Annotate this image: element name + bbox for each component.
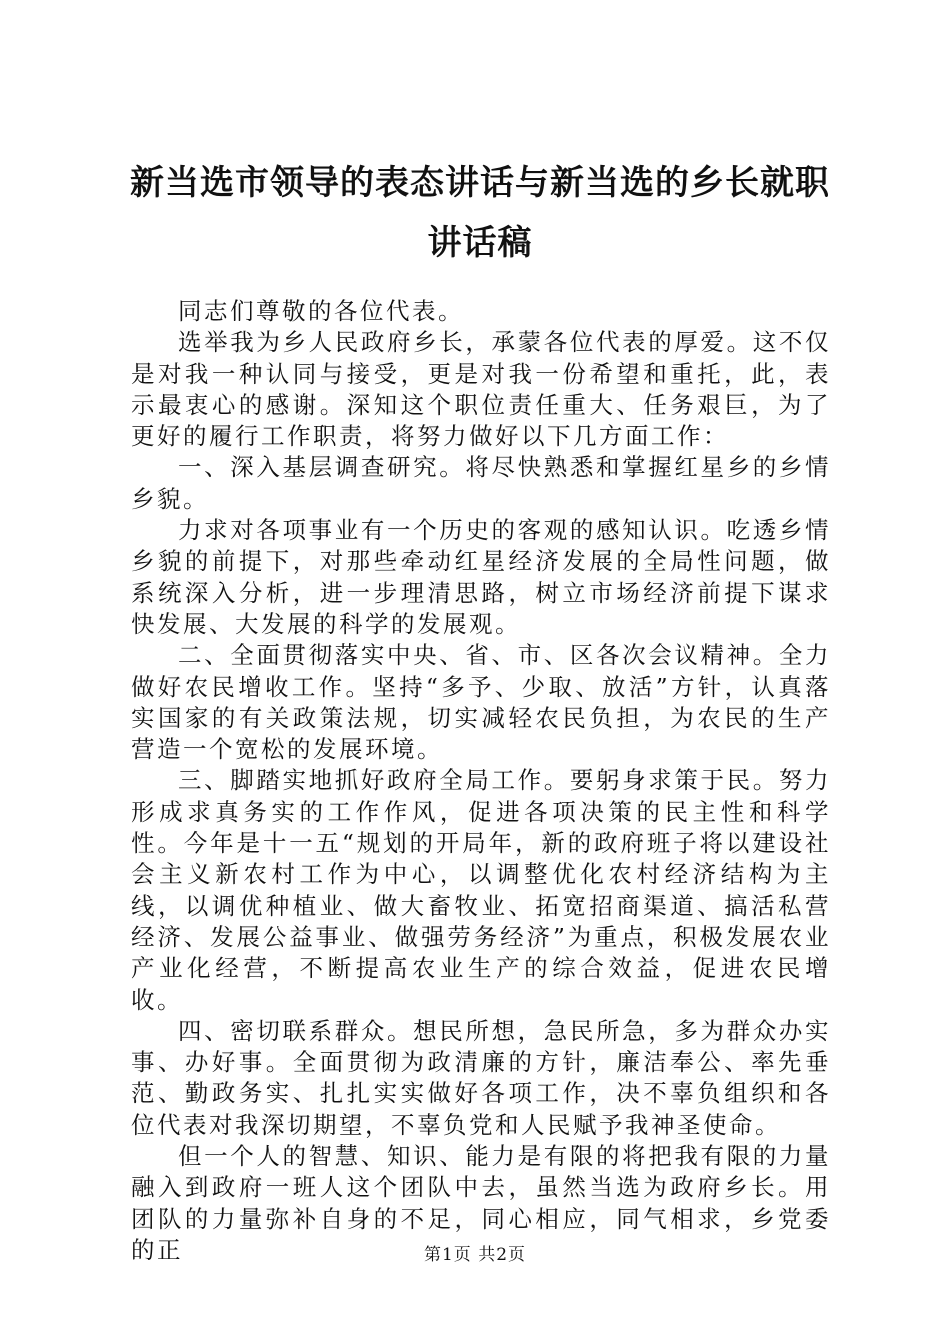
page-footer: 第1页 共2页 <box>423 1245 527 1265</box>
page-title-line-1: 新当选市领导的表态讲话与新当选的乡长就职 <box>130 163 830 203</box>
paragraph-point-2: 二、全面贯彻落实中央、省、市、区各次会议精神。全力做好农民增收工作。坚持“多予、少取、放活”方针，认真落实国家的有关政策法规，切实减轻农民负担，为农民的生产营造一个宽松的发展环境。 <box>131 641 831 764</box>
paragraph-intro: 选举我为乡人民政府乡长，承蒙各位代表的厚爱。这不仅是对我一种认同与接受，更是对我一份希望和重托，此，表示最衷心的感谢。深知这个职位责任重大、任务艰巨，为了更好的履行工作职责，将努力做好以下几方面工作： <box>131 328 831 451</box>
paragraph-point-1-detail: 力求对各项事业有一个历史的客观的感知认识。吃透乡情乡貌的前提下，对那些牵动红星经济发展的全局性问题，做系统深入分析，进一步理清思路，树立市场经济前提下谋求快发展、大发展的科学的发展观。 <box>131 516 831 638</box>
paragraph-point-4: 四、密切联系群众。想民所想，急民所急，多为群众办实事、办好事。全面贯彻为政清廉的方针，廉洁奉公、率先垂范、勤政务实、扎扎实实做好各项工作，决不辜负组织和各位代表对我深切期望，不辜负党和人民赋予我神圣使命。 <box>131 1016 831 1139</box>
paragraph-point-1: 一、深入基层调查研究。将尽快熟悉和掌握红星乡的乡情乡貌。 <box>131 453 831 513</box>
page-title-line-2: 讲话稿 <box>427 223 533 263</box>
document-body <box>131 296 831 1266</box>
paragraph-greeting: 同志们尊敬的各位代表。 <box>178 297 464 325</box>
paragraph-closing: 但一个人的智慧、知识、能力是有限的将把我有限的力量融入到政府一班人这个团队中去，虽然当选为政府乡长。用团队的力量弥补自身的不足，同心相应，同气相求，乡党委的正 <box>131 1142 831 1264</box>
paragraph-point-3: 三、脚踏实地抓好政府全局工作。要躬身求策于民。努力形成求真务实的工作作风，促进各项决策的民主性和科学性。今年是十一五“规划的开局年，新的政府班子将以建设社会主义新农村工作为中心，以调整优化农村经济结构为主线，以调优种植业、做大畜牧业、拓宽招商渠道、搞活私营经济、发展公益事业、做强劳务经济”为重点，积极发展农业产业化经营，不断提高农业生产的综合效益，促进农民增收。 <box>131 766 831 1014</box>
